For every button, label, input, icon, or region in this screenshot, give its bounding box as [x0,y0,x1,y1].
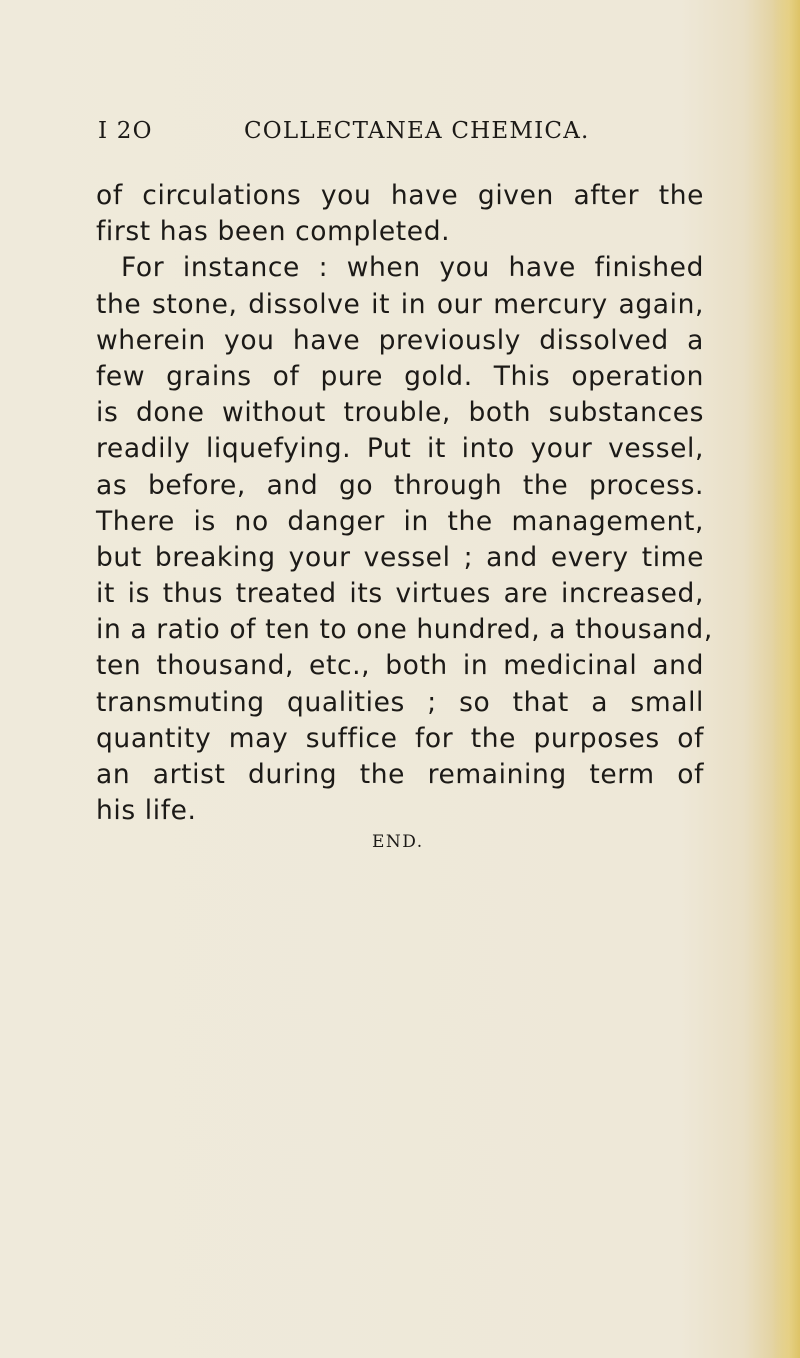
running-head [98,118,590,152]
text-line: transmuting qualities ; so that a small [96,686,704,718]
text-line: in a ratio of ten to one hundred, a thousand, [96,614,713,646]
text-line: his life. [96,795,197,827]
running-head-title: COLLECTANEA CHEMICA. [244,118,590,144]
text-line: an artist during the remaining term of [96,759,704,790]
text-line: few grains of pure gold. This operation [96,360,704,392]
text-line: readily liquefying. Put it into your vessel, [96,433,704,465]
text-line: For instance : when you have finished [121,252,704,284]
text-line: is done without trouble, both substances [96,397,704,429]
text-line: it is thus treated its virtues are increased, [96,578,704,610]
page-edge-shading [772,0,800,1358]
text-line: ten thousand, etc., both in medicinal and [96,650,704,682]
text-line: first has been completed. [96,216,451,248]
text-line: wherein you have previously dissolved a [96,324,704,356]
text-line: There is no danger in the management, [96,505,704,537]
text-line: the stone, dissolve it in our mercury again, [96,288,704,320]
end-mark: END. [372,832,424,852]
text-line: as before, and go through the process. [96,469,704,501]
text-line: quantity may suffice for the purposes of [96,722,704,754]
text-line: of circulations you have given after the [96,180,704,211]
body-text [96,178,713,829]
text-line: but breaking your vessel ; and every time [96,541,704,573]
page-number: I 2O [98,118,153,144]
